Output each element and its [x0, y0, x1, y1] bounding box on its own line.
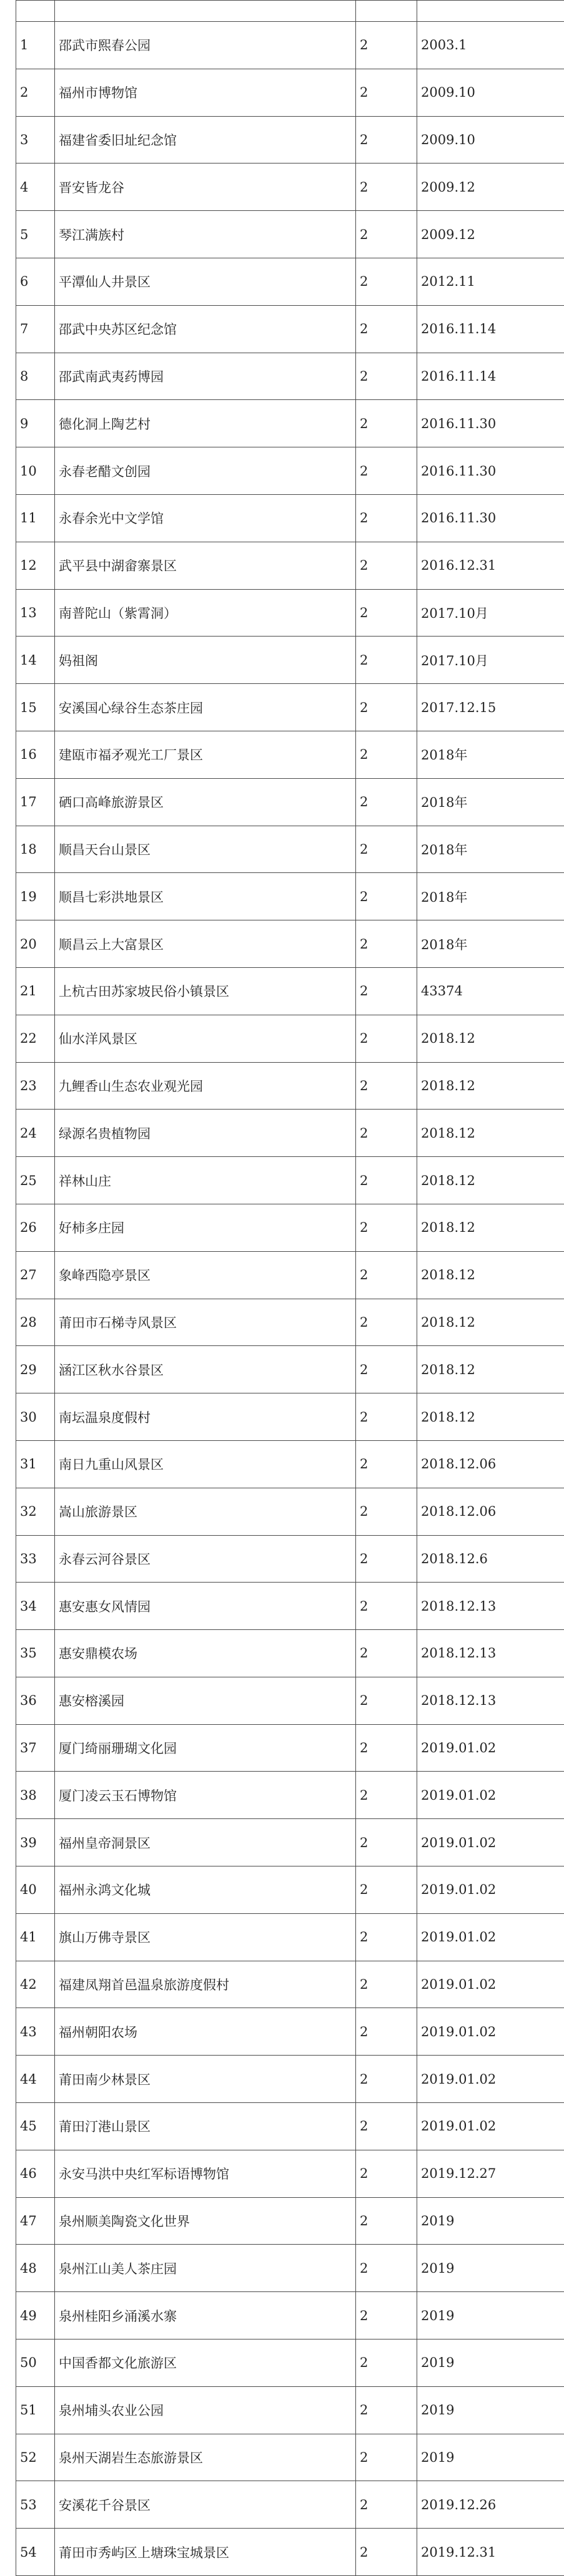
row-number-cell: 5 — [16, 211, 55, 258]
scenic-spot-name-cell: 泉州天湖岩生态旅游景区 — [55, 2434, 356, 2481]
table-row — [16, 211, 564, 258]
date-cell: 2019 — [417, 2197, 564, 2245]
scenic-spot-name-cell: 中国香都文化旅游区 — [55, 2339, 356, 2387]
scenic-spot-name-cell: 武平县中湖畲寨景区 — [55, 542, 356, 589]
table-row-blank — [16, 1, 564, 22]
row-number-cell: 4 — [16, 163, 55, 211]
table-row — [16, 542, 564, 589]
row-number-cell: 32 — [16, 1488, 55, 1535]
level-cell: 2 — [356, 353, 417, 400]
level-cell: 2 — [356, 22, 417, 69]
level-cell: 2 — [356, 2292, 417, 2339]
date-cell: 2019.01.02 — [417, 1961, 564, 2008]
table-row — [16, 494, 564, 542]
table-row — [16, 1393, 564, 1441]
date-cell: 2016.11.30 — [417, 447, 564, 495]
table-row — [16, 2103, 564, 2150]
table-row — [16, 731, 564, 778]
scenic-spot-name-cell: 建瓯市福矛观光工厂景区 — [55, 731, 356, 778]
date-cell: 2018.12 — [417, 1299, 564, 1346]
scenic-spot-name-cell: 莆田市石梯寺风景区 — [55, 1299, 356, 1346]
table-row — [16, 116, 564, 163]
row-number-cell: 20 — [16, 920, 55, 968]
level-cell: 2 — [356, 163, 417, 211]
row-number-cell: 18 — [16, 826, 55, 873]
scenic-spot-name-cell: 平潭仙人井景区 — [55, 258, 356, 305]
table-row — [16, 920, 564, 968]
table-row — [16, 1724, 564, 1772]
scenic-spot-name-cell: 南坛温泉度假村 — [55, 1393, 356, 1441]
date-cell: 2018.12 — [417, 1062, 564, 1110]
level-cell: 2 — [356, 116, 417, 163]
level-cell: 2 — [356, 542, 417, 589]
scenic-spot-name-cell: 上杭古田苏家坡民俗小镇景区 — [55, 967, 356, 1015]
scenic-spot-name-cell: 顺昌云上大富景区 — [55, 920, 356, 968]
table-row — [16, 2008, 564, 2056]
table-row — [16, 778, 564, 826]
scenic-spot-name-cell: 永春云河谷景区 — [55, 1535, 356, 1583]
table-row — [16, 2386, 564, 2434]
scenic-spot-name-cell: 福州朝阳农场 — [55, 2008, 356, 2056]
table-row — [16, 1110, 564, 1157]
date-cell: 2017.12.15 — [417, 684, 564, 731]
date-cell: 2018.12 — [417, 1110, 564, 1157]
table-row — [16, 353, 564, 400]
date-cell: 2018.12 — [417, 1393, 564, 1441]
row-number-cell: 23 — [16, 1062, 55, 1110]
table-row — [16, 2197, 564, 2245]
blank-cell — [417, 1, 564, 22]
date-cell: 2017.10月 — [417, 589, 564, 637]
table-body — [16, 1, 564, 2576]
scenic-spot-name-cell: 永春余光中文学馆 — [55, 494, 356, 542]
scenic-spot-name-cell: 九鲤香山生态农业观光园 — [55, 1062, 356, 1110]
row-number-cell: 38 — [16, 1772, 55, 1819]
scenic-spot-name-cell: 福州市博物馆 — [55, 69, 356, 116]
date-cell: 43374 — [417, 967, 564, 1015]
row-number-cell: 17 — [16, 778, 55, 826]
scenic-spot-name-cell: 德化洞上陶艺村 — [55, 400, 356, 447]
table-row — [16, 2529, 564, 2576]
level-cell: 2 — [356, 305, 417, 353]
table-row — [16, 1251, 564, 1299]
level-cell: 2 — [356, 1819, 417, 1866]
scenic-spot-name-cell: 福州皇帝洞景区 — [55, 1819, 356, 1866]
table-row — [16, 684, 564, 731]
row-number-cell: 40 — [16, 1866, 55, 1914]
level-cell: 2 — [356, 920, 417, 968]
date-cell: 2019 — [417, 2339, 564, 2387]
scenic-spot-name-cell: 惠安榕溪园 — [55, 1677, 356, 1724]
table-row — [16, 589, 564, 637]
level-cell: 2 — [356, 1630, 417, 1677]
level-cell: 2 — [356, 1961, 417, 2008]
scenic-spot-name-cell: 晋安皆龙谷 — [55, 163, 356, 211]
scenic-spot-name-cell: 永春老醋文创园 — [55, 447, 356, 495]
level-cell: 2 — [356, 2197, 417, 2245]
scenic-spot-name-cell: 安溪花千谷景区 — [55, 2481, 356, 2529]
level-cell: 2 — [356, 2103, 417, 2150]
level-cell: 2 — [356, 2529, 417, 2576]
table-row — [16, 1913, 564, 1961]
level-cell: 2 — [356, 400, 417, 447]
scenic-spot-name-cell: 福建省委旧址纪念馆 — [55, 116, 356, 163]
table-row — [16, 1346, 564, 1393]
table-row — [16, 1299, 564, 1346]
table-row — [16, 2150, 564, 2197]
date-cell: 2019.01.02 — [417, 1913, 564, 1961]
date-cell: 2019 — [417, 2292, 564, 2339]
date-cell: 2003.1 — [417, 22, 564, 69]
level-cell: 2 — [356, 731, 417, 778]
date-cell: 2018.12 — [417, 1157, 564, 1204]
table-row — [16, 447, 564, 495]
level-cell: 2 — [356, 2056, 417, 2103]
scenic-spot-name-cell: 泉州埔头农业公园 — [55, 2386, 356, 2434]
scenic-spot-name-cell: 泉州江山美人茶庄园 — [55, 2245, 356, 2292]
scenic-spot-name-cell: 永安马洪中央红军标语博物馆 — [55, 2150, 356, 2197]
level-cell: 2 — [356, 1724, 417, 1772]
table-row — [16, 1015, 564, 1062]
level-cell: 2 — [356, 1440, 417, 1488]
row-number-cell: 47 — [16, 2197, 55, 2245]
table-row — [16, 1677, 564, 1724]
scenic-spot-name-cell: 福建凤翔首邑温泉旅游度假村 — [55, 1961, 356, 2008]
row-number-cell: 48 — [16, 2245, 55, 2292]
level-cell: 2 — [356, 1583, 417, 1630]
level-cell: 2 — [356, 1535, 417, 1583]
scenic-spot-name-cell: 象峰西隐亭景区 — [55, 1251, 356, 1299]
date-cell: 2018.12.13 — [417, 1583, 564, 1630]
scenic-spot-name-cell: 南普陀山（紫霄洞） — [55, 589, 356, 637]
level-cell: 2 — [356, 967, 417, 1015]
table-row — [16, 69, 564, 116]
date-cell: 2019.01.02 — [417, 2008, 564, 2056]
date-cell: 2019.01.02 — [417, 1772, 564, 1819]
scenic-spot-name-cell: 泉州顺美陶瓷文化世界 — [55, 2197, 356, 2245]
date-cell: 2018年 — [417, 778, 564, 826]
table-row — [16, 1535, 564, 1583]
date-cell: 2018.12 — [417, 1015, 564, 1062]
date-cell: 2018.12 — [417, 1346, 564, 1393]
date-cell: 2018年 — [417, 731, 564, 778]
level-cell: 2 — [356, 69, 417, 116]
date-cell: 2019.01.02 — [417, 2103, 564, 2150]
scenic-spot-name-cell: 莆田南少林景区 — [55, 2056, 356, 2103]
row-number-cell: 54 — [16, 2529, 55, 2576]
level-cell: 2 — [356, 1346, 417, 1393]
row-number-cell: 42 — [16, 1961, 55, 2008]
row-number-cell: 45 — [16, 2103, 55, 2150]
scenic-spot-name-cell: 嵩山旅游景区 — [55, 1488, 356, 1535]
row-number-cell: 36 — [16, 1677, 55, 1724]
table-row — [16, 2339, 564, 2387]
row-number-cell: 29 — [16, 1346, 55, 1393]
date-cell: 2018.12.06 — [417, 1440, 564, 1488]
level-cell: 2 — [356, 1677, 417, 1724]
date-cell: 2019 — [417, 2434, 564, 2481]
table-row — [16, 305, 564, 353]
scenic-spot-name-cell: 旗山万佛寺景区 — [55, 1913, 356, 1961]
level-cell: 2 — [356, 2481, 417, 2529]
row-number-cell: 52 — [16, 2434, 55, 2481]
row-number-cell: 2 — [16, 69, 55, 116]
scenic-spot-list — [16, 0, 564, 2576]
scenic-spot-name-cell: 莆田市秀屿区上塘珠宝城景区 — [55, 2529, 356, 2576]
row-number-cell: 21 — [16, 967, 55, 1015]
level-cell: 2 — [356, 447, 417, 495]
level-cell: 2 — [356, 589, 417, 637]
row-number-cell: 28 — [16, 1299, 55, 1346]
level-cell: 2 — [356, 1251, 417, 1299]
row-number-cell: 49 — [16, 2292, 55, 2339]
level-cell: 2 — [356, 826, 417, 873]
date-cell: 2012.11 — [417, 258, 564, 305]
row-number-cell: 26 — [16, 1204, 55, 1251]
scenic-spot-name-cell: 泉州桂阳乡涌溪水寨 — [55, 2292, 356, 2339]
date-cell: 2017.10月 — [417, 637, 564, 684]
row-number-cell: 8 — [16, 353, 55, 400]
table-row — [16, 873, 564, 920]
date-cell: 2019 — [417, 2386, 564, 2434]
row-number-cell: 6 — [16, 258, 55, 305]
date-cell: 2019.01.02 — [417, 1724, 564, 1772]
table-row — [16, 22, 564, 69]
scenic-spot-name-cell: 惠安惠女风情园 — [55, 1583, 356, 1630]
row-number-cell: 13 — [16, 589, 55, 637]
scenic-spot-name-cell: 惠安鼎模农场 — [55, 1630, 356, 1677]
date-cell: 2019.01.02 — [417, 2056, 564, 2103]
date-cell: 2009.10 — [417, 116, 564, 163]
date-cell: 2018年 — [417, 920, 564, 968]
date-cell: 2018.12 — [417, 1204, 564, 1251]
row-number-cell: 53 — [16, 2481, 55, 2529]
table-row — [16, 1440, 564, 1488]
row-number-cell: 34 — [16, 1583, 55, 1630]
scenic-spot-name-cell: 涵江区秋水谷景区 — [55, 1346, 356, 1393]
level-cell: 2 — [356, 1866, 417, 1914]
level-cell: 2 — [356, 1157, 417, 1204]
level-cell: 2 — [356, 1913, 417, 1961]
scenic-spot-name-cell: 莆田汀港山景区 — [55, 2103, 356, 2150]
level-cell: 2 — [356, 1772, 417, 1819]
scenic-spot-name-cell: 绿源名贵植物园 — [55, 1110, 356, 1157]
row-number-cell: 11 — [16, 494, 55, 542]
date-cell: 2019.12.31 — [417, 2529, 564, 2576]
level-cell: 2 — [356, 1299, 417, 1346]
level-cell: 2 — [356, 684, 417, 731]
level-cell: 2 — [356, 211, 417, 258]
table-row — [16, 1630, 564, 1677]
scenic-spot-name-cell: 祥林山庄 — [55, 1157, 356, 1204]
date-cell: 2009.12 — [417, 163, 564, 211]
row-number-cell: 30 — [16, 1393, 55, 1441]
table-row — [16, 2056, 564, 2103]
table-row — [16, 1204, 564, 1251]
table-row — [16, 1866, 564, 1914]
table-row — [16, 637, 564, 684]
level-cell: 2 — [356, 637, 417, 684]
row-number-cell: 25 — [16, 1157, 55, 1204]
table-row — [16, 2292, 564, 2339]
table-row — [16, 2434, 564, 2481]
scenic-spot-name-cell: 安溪国心绿谷生态茶庄园 — [55, 684, 356, 731]
scenic-spot-name-cell: 福州永鸿文化城 — [55, 1866, 356, 1914]
date-cell: 2018.12.6 — [417, 1535, 564, 1583]
level-cell: 2 — [356, 2008, 417, 2056]
row-number-cell: 31 — [16, 1440, 55, 1488]
scenic-spot-name-cell: 妈祖阁 — [55, 637, 356, 684]
row-number-cell: 44 — [16, 2056, 55, 2103]
table-row — [16, 1583, 564, 1630]
row-number-cell: 27 — [16, 1251, 55, 1299]
date-cell: 2018.12.13 — [417, 1630, 564, 1677]
table-row — [16, 1772, 564, 1819]
scenic-spot-name-cell: 仙水洋风景区 — [55, 1015, 356, 1062]
table-row — [16, 1961, 564, 2008]
level-cell: 2 — [356, 1488, 417, 1535]
scenic-spot-name-cell: 顺昌七彩洪地景区 — [55, 873, 356, 920]
date-cell: 2019.12.26 — [417, 2481, 564, 2529]
scenic-spot-name-cell: 邵武市熙春公园 — [55, 22, 356, 69]
level-cell: 2 — [356, 778, 417, 826]
row-number-cell: 35 — [16, 1630, 55, 1677]
row-number-cell: 37 — [16, 1724, 55, 1772]
date-cell: 2019 — [417, 2245, 564, 2292]
scenic-spot-name-cell: 南日九重山风景区 — [55, 1440, 356, 1488]
level-cell: 2 — [356, 873, 417, 920]
scenic-spot-name-cell: 顺昌天台山景区 — [55, 826, 356, 873]
date-cell: 2018年 — [417, 826, 564, 873]
row-number-cell: 9 — [16, 400, 55, 447]
table-row — [16, 2481, 564, 2529]
scenic-spot-name-cell: 邵武中央苏区纪念馆 — [55, 305, 356, 353]
level-cell: 2 — [356, 1204, 417, 1251]
date-cell: 2018年 — [417, 873, 564, 920]
level-cell: 2 — [356, 2245, 417, 2292]
row-number-cell: 12 — [16, 542, 55, 589]
row-number-cell: 51 — [16, 2386, 55, 2434]
date-cell: 2009.12 — [417, 211, 564, 258]
scenic-spot-name-cell: 硒口高峰旅游景区 — [55, 778, 356, 826]
level-cell: 2 — [356, 2386, 417, 2434]
row-number-cell: 22 — [16, 1015, 55, 1062]
level-cell: 2 — [356, 1110, 417, 1157]
scenic-spot-name-cell: 琴江满族村 — [55, 211, 356, 258]
table-row — [16, 1157, 564, 1204]
table-row — [16, 967, 564, 1015]
table-row — [16, 1819, 564, 1866]
row-number-cell: 33 — [16, 1535, 55, 1583]
level-cell: 2 — [356, 2434, 417, 2481]
blank-cell — [55, 1, 356, 22]
level-cell: 2 — [356, 1062, 417, 1110]
date-cell: 2016.12.31 — [417, 542, 564, 589]
scenic-spot-table — [16, 0, 564, 2576]
scenic-spot-name-cell: 厦门凌云玉石博物馆 — [55, 1772, 356, 1819]
table-row — [16, 1062, 564, 1110]
date-cell: 2018.12 — [417, 1251, 564, 1299]
scenic-spot-name-cell: 好柿多庄园 — [55, 1204, 356, 1251]
row-number-cell: 43 — [16, 2008, 55, 2056]
row-number-cell: 46 — [16, 2150, 55, 2197]
date-cell: 2019.01.02 — [417, 1866, 564, 1914]
row-number-cell: 7 — [16, 305, 55, 353]
row-number-cell: 19 — [16, 873, 55, 920]
level-cell: 2 — [356, 258, 417, 305]
row-number-cell: 39 — [16, 1819, 55, 1866]
level-cell: 2 — [356, 494, 417, 542]
date-cell: 2016.11.14 — [417, 305, 564, 353]
level-cell: 2 — [356, 2150, 417, 2197]
scenic-spot-name-cell: 厦门绮丽珊瑚文化园 — [55, 1724, 356, 1772]
date-cell: 2016.11.30 — [417, 400, 564, 447]
date-cell: 2019.12.27 — [417, 2150, 564, 2197]
date-cell: 2016.11.14 — [417, 353, 564, 400]
level-cell: 2 — [356, 1015, 417, 1062]
level-cell: 2 — [356, 1393, 417, 1441]
row-number-cell: 41 — [16, 1913, 55, 1961]
row-number-cell: 3 — [16, 116, 55, 163]
table-row — [16, 163, 564, 211]
row-number-cell: 24 — [16, 1110, 55, 1157]
date-cell: 2009.10 — [417, 69, 564, 116]
table-row — [16, 1488, 564, 1535]
table-row — [16, 2245, 564, 2292]
row-number-cell: 10 — [16, 447, 55, 495]
level-cell: 2 — [356, 2339, 417, 2387]
row-number-cell: 15 — [16, 684, 55, 731]
table-row — [16, 400, 564, 447]
date-cell: 2019.01.02 — [417, 1819, 564, 1866]
blank-cell — [16, 1, 55, 22]
row-number-cell: 1 — [16, 22, 55, 69]
blank-cell — [356, 1, 417, 22]
date-cell: 2016.11.30 — [417, 494, 564, 542]
row-number-cell: 16 — [16, 731, 55, 778]
scenic-spot-name-cell: 邵武南武夷药博园 — [55, 353, 356, 400]
table-row — [16, 258, 564, 305]
table-row — [16, 826, 564, 873]
date-cell: 2018.12.13 — [417, 1677, 564, 1724]
row-number-cell: 14 — [16, 637, 55, 684]
date-cell: 2018.12.06 — [417, 1488, 564, 1535]
row-number-cell: 50 — [16, 2339, 55, 2387]
